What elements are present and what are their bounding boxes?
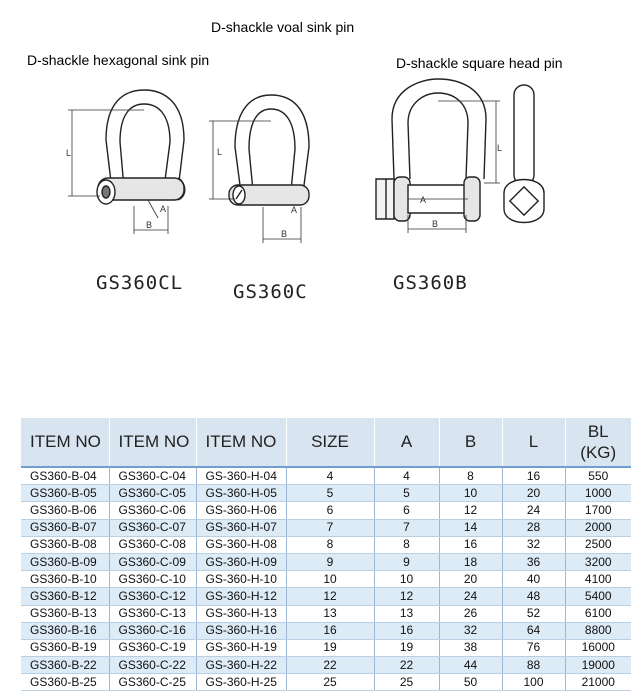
table-cell: 10	[286, 571, 374, 588]
model-code-gs360c: GS360C	[233, 281, 308, 303]
table-cell: 16	[374, 622, 439, 639]
table-cell: 19000	[565, 657, 631, 674]
table-cell: GS360-B-06	[21, 502, 109, 519]
table-cell: 14	[439, 519, 502, 536]
table-row	[21, 553, 631, 570]
table-cell: GS360-C-07	[109, 519, 196, 536]
table-cell: 9	[286, 553, 374, 570]
table-cell: 20	[502, 485, 565, 502]
table-cell: GS360-B-08	[21, 536, 109, 553]
dim-L-1: L	[66, 148, 72, 158]
table-cell: 40	[502, 571, 565, 588]
table-cell: 52	[502, 605, 565, 622]
table-cell: 16	[286, 622, 374, 639]
table-cell: 26	[439, 605, 502, 622]
table-cell: 12	[286, 588, 374, 605]
table-cell: 100	[502, 674, 565, 691]
table-cell: GS-360-H-10	[196, 571, 286, 588]
table-cell: 550	[565, 467, 631, 485]
dim-A-3: A	[420, 195, 427, 205]
table-row	[21, 622, 631, 639]
table-cell: 64	[502, 622, 565, 639]
dim-B-2: B	[281, 229, 288, 239]
table-cell: GS360-C-10	[109, 571, 196, 588]
table-cell: GS360-C-04	[109, 467, 196, 485]
table-cell: GS360-B-22	[21, 657, 109, 674]
table-cell: GS360-C-13	[109, 605, 196, 622]
label-hexagonal-sink-pin: D-shackle hexagonal sink pin	[27, 52, 210, 68]
table-cell: 7	[374, 519, 439, 536]
table-cell: GS360-B-04	[21, 467, 109, 485]
table-cell: 8	[286, 536, 374, 553]
table-cell: GS360-C-16	[109, 622, 196, 639]
table-cell: GS-360-H-13	[196, 605, 286, 622]
table-cell: 25	[374, 674, 439, 691]
table-cell: GS360-B-05	[21, 485, 109, 502]
spec-table	[21, 418, 631, 691]
table-cell: 10	[374, 571, 439, 588]
table-cell: 5400	[565, 588, 631, 605]
table-cell: GS-360-H-25	[196, 674, 286, 691]
table-cell: GS360-C-06	[109, 502, 196, 519]
table-cell: GS-360-H-05	[196, 485, 286, 502]
table-cell: GS360-C-12	[109, 588, 196, 605]
label-voal-sink-pin: D-shackle voal sink pin	[211, 19, 355, 35]
col-header-size: SIZE	[286, 418, 374, 467]
table-cell: 8	[439, 467, 502, 485]
table-row	[21, 571, 631, 588]
table-row	[21, 502, 631, 519]
table-cell: GS-360-H-09	[196, 553, 286, 570]
table-cell: 12	[374, 588, 439, 605]
table-row	[21, 536, 631, 553]
table-row	[21, 639, 631, 656]
dim-L-3: L	[497, 143, 503, 153]
table-cell: GS-360-H-07	[196, 519, 286, 536]
table-cell: 32	[502, 536, 565, 553]
table-row	[21, 467, 631, 485]
table-row	[21, 485, 631, 502]
col-header-bl-kg: BL (KG)	[565, 418, 631, 467]
label-square-head-pin: D-shackle square head pin	[396, 55, 563, 71]
table-cell: 1700	[565, 502, 631, 519]
table-cell: GS-360-H-16	[196, 622, 286, 639]
table-cell: 12	[439, 502, 502, 519]
table-row	[21, 588, 631, 605]
shackle-oval-drawing	[205, 85, 335, 245]
table-cell: 8	[374, 536, 439, 553]
table-cell: 16	[502, 467, 565, 485]
table-cell: 21000	[565, 674, 631, 691]
table-cell: 10	[439, 485, 502, 502]
table-cell: 3200	[565, 553, 631, 570]
table-cell: 25	[286, 674, 374, 691]
dim-L-2: L	[217, 147, 223, 157]
dim-B-1: B	[146, 220, 153, 230]
table-cell: 4	[286, 467, 374, 485]
table-cell: 1000	[565, 485, 631, 502]
table-cell: 6	[286, 502, 374, 519]
table-cell: GS360-B-13	[21, 605, 109, 622]
model-code-gs360cl: GS360CL	[96, 272, 184, 294]
shackle-square-head-drawing	[368, 75, 558, 240]
table-cell: 32	[439, 622, 502, 639]
dim-A-1: A	[160, 204, 167, 214]
table-cell: GS360-C-09	[109, 553, 196, 570]
table-cell: GS360-B-07	[21, 519, 109, 536]
table-cell: 13	[286, 605, 374, 622]
table-cell: 6100	[565, 605, 631, 622]
table-cell: 50	[439, 674, 502, 691]
table-cell: GS-360-H-06	[196, 502, 286, 519]
model-code-gs360b: GS360B	[393, 272, 468, 294]
table-row	[21, 674, 631, 691]
table-cell: GS360-C-05	[109, 485, 196, 502]
table-cell: 19	[374, 639, 439, 656]
col-header-item-no-c: ITEM NO	[109, 418, 196, 467]
table-cell: GS360-B-25	[21, 674, 109, 691]
table-cell: GS360-C-25	[109, 674, 196, 691]
table-cell: 22	[286, 657, 374, 674]
dim-B-3: B	[432, 219, 439, 229]
table-cell: GS-360-H-12	[196, 588, 286, 605]
table-row	[21, 519, 631, 536]
table-row	[21, 605, 631, 622]
table-cell: 28	[502, 519, 565, 536]
table-cell: 44	[439, 657, 502, 674]
table-cell: 20	[439, 571, 502, 588]
table-cell: GS-360-H-04	[196, 467, 286, 485]
table-cell: GS-360-H-22	[196, 657, 286, 674]
table-cell: 7	[286, 519, 374, 536]
table-cell: 22	[374, 657, 439, 674]
col-header-b: B	[439, 418, 502, 467]
table-cell: GS360-B-12	[21, 588, 109, 605]
table-cell: 4	[374, 467, 439, 485]
table-cell: GS360-C-19	[109, 639, 196, 656]
table-row	[21, 657, 631, 674]
table-cell: 8800	[565, 622, 631, 639]
table-cell: 24	[439, 588, 502, 605]
table-cell: GS360-B-16	[21, 622, 109, 639]
col-header-a: A	[374, 418, 439, 467]
table-cell: 9	[374, 553, 439, 570]
shackle-hexagonal-drawing	[60, 80, 210, 240]
table-cell: 24	[502, 502, 565, 519]
table-cell: GS-360-H-08	[196, 536, 286, 553]
table-cell: 16	[439, 536, 502, 553]
table-cell: 88	[502, 657, 565, 674]
table-cell: GS360-B-10	[21, 571, 109, 588]
col-header-item-no-b: ITEM NO	[21, 418, 109, 467]
col-header-l: L	[502, 418, 565, 467]
table-cell: 6	[374, 502, 439, 519]
table-cell: 4100	[565, 571, 631, 588]
table-cell: 5	[374, 485, 439, 502]
table-cell: 18	[439, 553, 502, 570]
table-cell: 2500	[565, 536, 631, 553]
table-cell: 13	[374, 605, 439, 622]
table-cell: 2000	[565, 519, 631, 536]
table-cell: GS360-C-22	[109, 657, 196, 674]
table-cell: 5	[286, 485, 374, 502]
col-header-item-no-h: ITEM NO	[196, 418, 286, 467]
dim-A-2: A	[291, 205, 298, 215]
table-header-row	[21, 418, 631, 467]
table-cell: 38	[439, 639, 502, 656]
table-cell: 19	[286, 639, 374, 656]
table-cell: 16000	[565, 639, 631, 656]
table-cell: 36	[502, 553, 565, 570]
table-cell: GS-360-H-19	[196, 639, 286, 656]
table-cell: GS360-B-09	[21, 553, 109, 570]
table-cell: GS360-C-08	[109, 536, 196, 553]
table-cell: 76	[502, 639, 565, 656]
table-cell: GS360-B-19	[21, 639, 109, 656]
table-cell: 48	[502, 588, 565, 605]
